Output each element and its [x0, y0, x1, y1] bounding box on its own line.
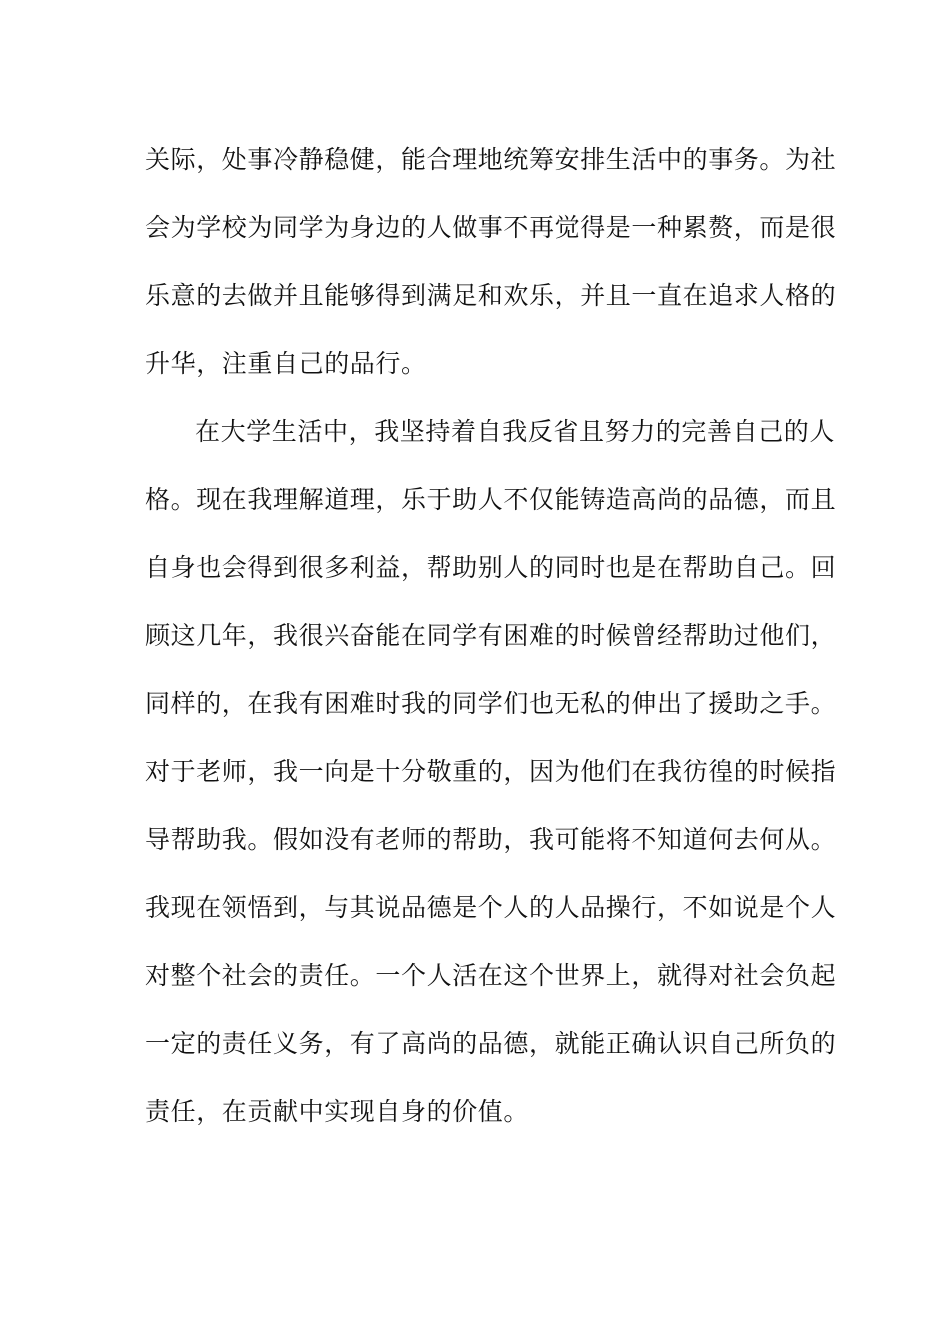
text-line: 对于老师，我一向是十分敬重的，因为他们在我彷徨的时候指: [145, 757, 837, 786]
text-line: 乐意的去做并且能够得到满足和欢乐，并且一直在追求人格的: [145, 281, 837, 310]
text-line: 自身也会得到很多利益，帮助别人的同时也是在帮助自己。回: [145, 553, 837, 582]
text-line: 会为学校为同学为身边的人做事不再觉得是一种累赘，而是很: [145, 213, 837, 242]
paragraph-2: [145, 405, 837, 1153]
text-line: 导帮助我。假如没有老师的帮助，我可能将不知道何去何从。: [145, 825, 837, 854]
text-line: 关际，处事冷静稳健，能合理地统筹安排生活中的事务。为社: [145, 145, 837, 174]
text-line: 责任，在贡献中实现自身的价值。: [145, 1097, 530, 1126]
paragraph-1: [145, 133, 837, 405]
document-body: [145, 133, 837, 1153]
text-line: 顾这几年，我很兴奋能在同学有困难的时候曾经帮助过他们，: [145, 621, 837, 650]
text-line: 同样的，在我有困难时我的同学们也无私的伸出了援助之手。: [145, 689, 837, 718]
text-line: 格。现在我理解道理，乐于助人不仅能铸造高尚的品德，而且: [145, 485, 837, 514]
text-line: 一定的责任义务，有了高尚的品德，就能正确认识自己所负的: [145, 1029, 837, 1058]
text-line: 升华，注重自己的品行。: [145, 349, 427, 378]
text-line: 在大学生活中，我坚持着自我反省且努力的完善自己的人: [195, 417, 836, 446]
text-line: 对整个社会的责任。一个人活在这个世界上，就得对社会负起: [145, 961, 837, 990]
text-line: 我现在领悟到，与其说品德是个人的人品操行，不如说是个人: [145, 893, 837, 922]
